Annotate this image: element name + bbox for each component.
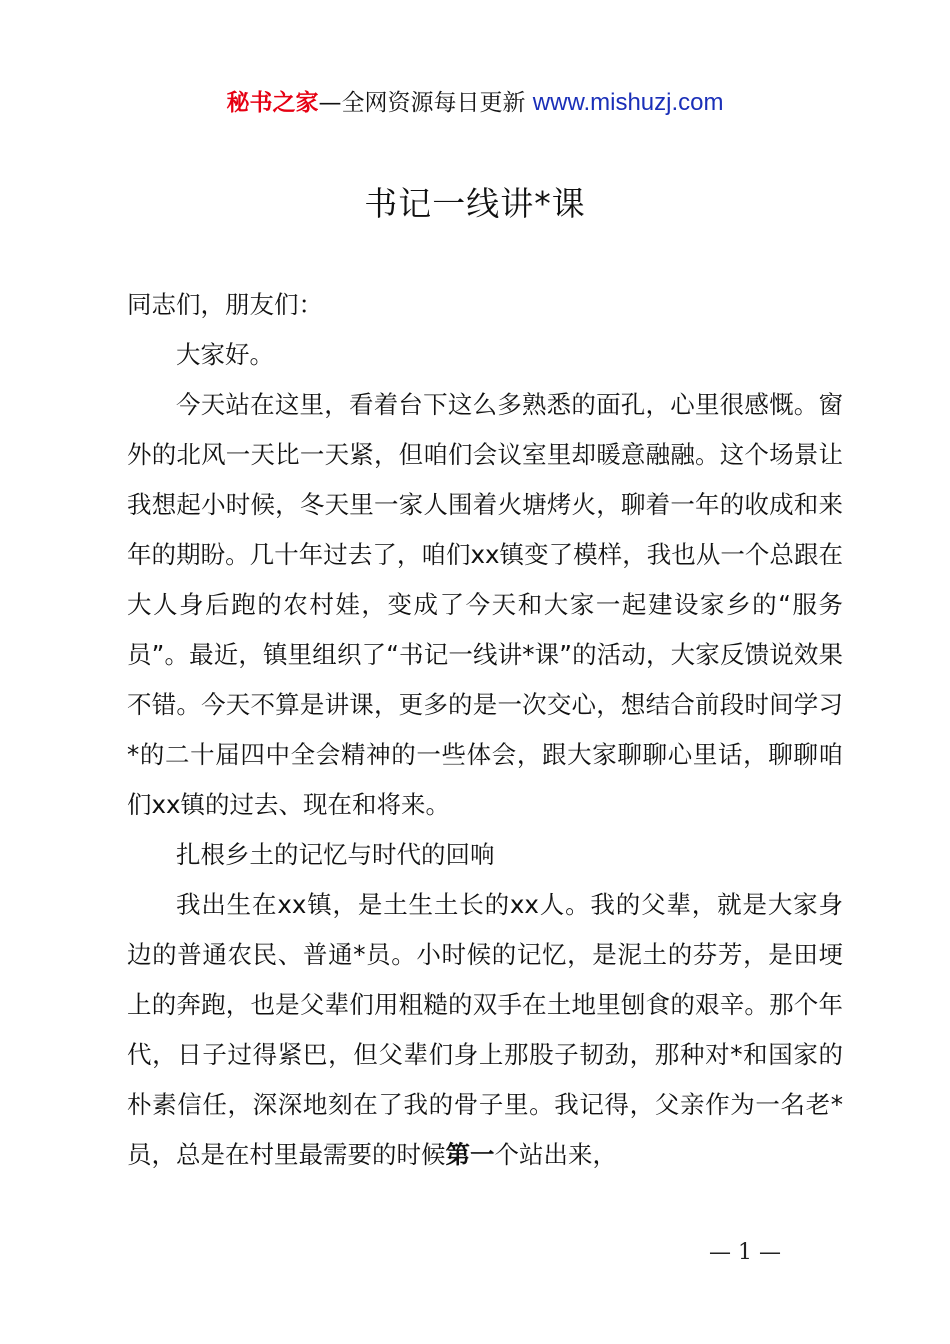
site-header-banner — [0, 86, 950, 120]
site-url-link[interactable]: www.mishuzj.com — [532, 89, 724, 116]
paragraph-intro: 今天站在这里，看着台下这么多熟悉的面孔，心里很感慨。窗外的北风一天比一天紧，但咱们会议室里却暖意融融。这个场景让我想起小时候，冬天里一家人围着火塘烤火，聊着一年的收成和来年的期盼。几十年过去了，咱们xx镇变了模样，我也从一个总跟在大人身后跑的农村娃，变成了今天和大家一起建设家乡的“服务员”。最近，镇里组织了“书记一线讲*课”的活动，大家反馈说效果不错。今天不算是讲课，更多的是一次交心，想结合前段时间学习*的二十届四中全会精神的一些体会，跟大家聊聊心里话，聊聊咱们xx镇的过去、现在和将来。 — [127, 390, 843, 819]
paragraph-memories-tail: 个站出来， — [494, 1140, 617, 1169]
page-number: — 1 — — [709, 1240, 781, 1265]
paragraph-memories-bold: 第一 — [445, 1140, 495, 1169]
header-tagline: —全网资源每日更新 — [318, 90, 533, 116]
salutation: 同志们，朋友们： — [127, 290, 323, 319]
section-heading: 扎根乡土的记忆与时代的回响 — [176, 840, 495, 869]
paragraph-memories — [127, 880, 843, 1180]
document-title: 书记一线讲*课 — [364, 184, 586, 223]
paragraph-memories-text: 我出生在xx镇，是土生土长的xx人。我的父辈，就是大家身边的普通农民、普通*员。小时候的记忆，是泥土的芬芳，是田埂上的奔跑，也是父辈们用粗糙的双手在土地里刨食的艰辛。那个年代，日子过得紧巴，但父辈们身上那股子韧劲，那种对*和国家的朴素信任，深深地刻在了我的骨子里。我记得，父亲作为一名老*员，总是在村里最需要的时候 — [127, 890, 843, 1169]
brand-name: 秘书之家 — [226, 90, 319, 116]
document-body — [127, 280, 843, 1180]
greeting: 大家好。 — [176, 340, 274, 369]
